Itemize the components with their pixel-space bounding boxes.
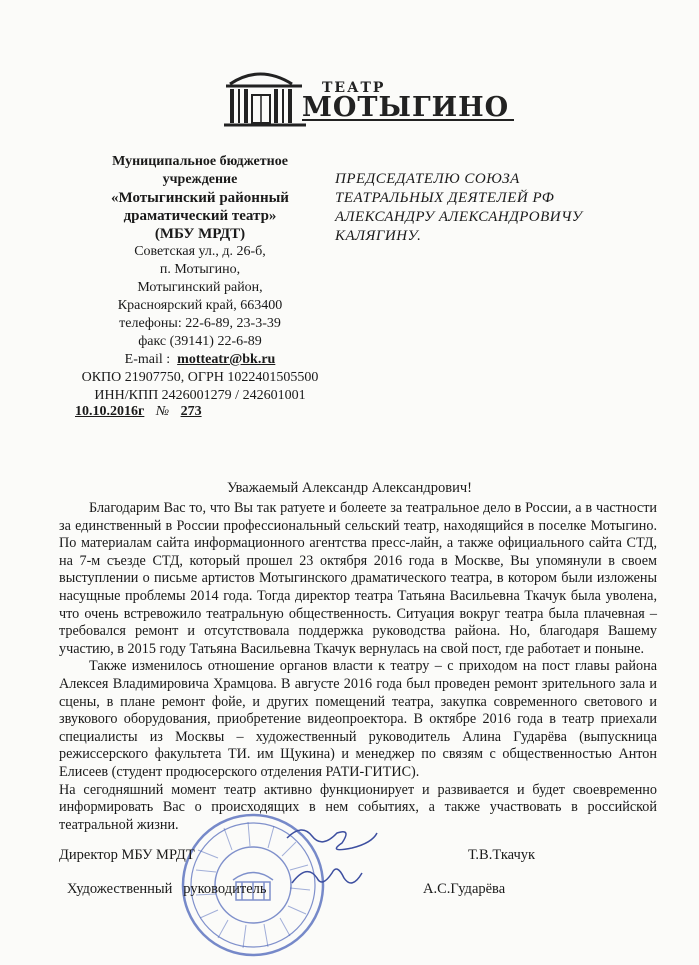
org-okpo: ОКПО 21907750, ОГРН 1022401505500 <box>81 370 319 385</box>
document-number: 273 <box>180 404 202 419</box>
org-type-line2: учреждение <box>162 172 238 187</box>
handwritten-signatures <box>282 818 382 898</box>
addressee-line1: ПРЕДСЕДАТЕЛЮ СОЮЗА <box>335 171 520 187</box>
document-reference <box>75 404 202 420</box>
org-inn: ИНН/КПП 2426001279 / 242601001 <box>94 388 306 403</box>
signature-role-director: Директор МБУ МРДТ <box>59 847 195 863</box>
paragraph-3: На сегодняшний момент театр активно функционирует и развивается и будет своевременно информировать Вас о происходящих в нем событиях, а также участвовать в российской театральной жизни. <box>59 781 657 833</box>
addressee-line4: КАЛЯГИНУ. <box>335 228 422 244</box>
signature-name-artistic-director: А.С.Гударёва <box>423 881 506 897</box>
theatre-logo <box>222 62 522 140</box>
logo-text-motygino: МОТЫГИНО <box>302 92 510 123</box>
org-phones: телефоны: 22-6-89, 23-3-39 <box>119 316 281 331</box>
letter-body <box>59 500 657 834</box>
email-link[interactable]: motteatr@bk.ru <box>177 352 276 367</box>
org-email-line <box>75 351 325 369</box>
org-address-line2: п. Мотыгино, <box>159 262 241 277</box>
org-address-line4: Красноярский край, 663400 <box>117 298 283 313</box>
org-address-line3: Мотыгинский район, <box>137 280 263 295</box>
paragraph-2: Также изменилось отношение органов власти к театру – с приходом на пост главы района Алексея Владимировича Храмцова. В августе 2016 года был проведен ремонт зрительного зала и сцены, в плане ремонт фойе, и других помещений театра, закупка современного светового и звукового оборудования, приобретение видеопроектора. В октябре 2016 года в театр приехали специалисты из Москвы – художественный руководитель Алина Гударёва (выпускница режиссерского факультета ТИ. им Щукина) и менеджер по связям с общественностью Антон Елисеев (студент продюсерского отделения РАТИ-ГИТИС). <box>59 658 657 780</box>
signature-role-artistic-director: Художественный руководитель <box>67 881 267 897</box>
addressee-line2: ТЕАТРАЛЬНЫХ ДЕЯТЕЛЕЙ РФ <box>335 190 555 206</box>
org-name-line2: драматический театр» <box>123 208 277 224</box>
logo-text-theatre: ТЕАТР <box>322 80 386 96</box>
signature-scribble-icon <box>282 818 382 898</box>
organization-header <box>75 153 325 405</box>
addressee-line3: АЛЕКСАНДРУ АЛЕКСАНДРОВИЧУ <box>335 209 583 225</box>
greeting: Уважаемый Александр Александрович! <box>226 480 473 496</box>
org-name-line1: «Мотыгинский районный <box>111 190 289 206</box>
paragraph-1: Благодарим Вас то, что Вы так ратуете и болеете за театральное дело в России, а в частности за единственный в России профессиональный сельский театр, находящийся в поселке Мотыгино. По материалам сайта информационного агентства пресс-лайн, а также официального сайта СТД, на 7-м съезде СТД, который прошел 23 октября 2016 года в Москве, Вы упомянули в своем выступлении о письме артистов Мотыгинского драматического театра, в котором были изложены насущные проблемы 2014 года. Тогда директор театра Татьяна Васильевна Ткачук была уволена, что очень встревожило театральную общественность. Ситуация вокруг театра была плачевная – требовался ремонт и отсутствовала поддержка руководства района. Но, благодаря Вашему участию, в 2015 году Татьяна Васильевна Ткачук вернулась на свой пост, где работает и поныне. <box>59 500 657 657</box>
org-type-line1: Муниципальное бюджетное <box>112 154 288 169</box>
document-date: 10.10.2016г <box>75 404 145 419</box>
addressee-block <box>335 170 675 246</box>
org-abbreviation: (МБУ МРДТ) <box>154 226 246 242</box>
email-label: E-mail : <box>124 352 171 367</box>
number-label: № <box>155 404 170 419</box>
org-fax: факс (39141) 22-6-89 <box>138 334 262 349</box>
signature-name-director: Т.В.Ткачук <box>468 847 536 863</box>
org-address-line1: Советская ул., д. 26-б, <box>134 244 266 259</box>
